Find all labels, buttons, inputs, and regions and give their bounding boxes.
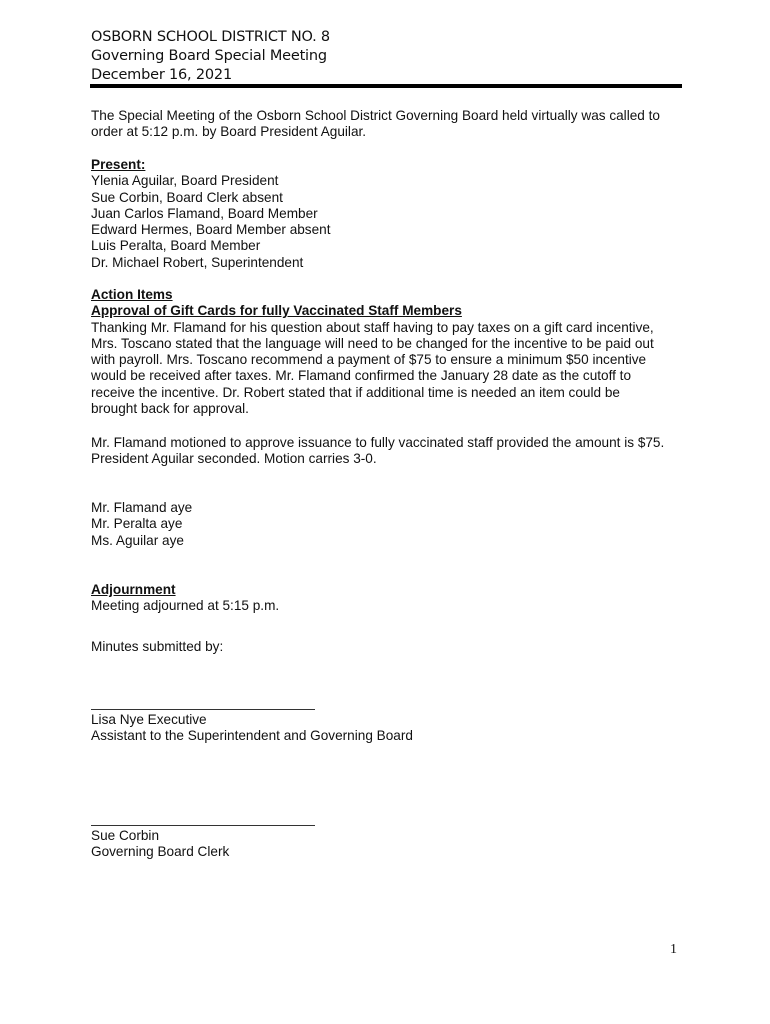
vote-entry: Ms. Aguilar aye [91, 532, 184, 548]
present-section [91, 157, 691, 271]
meeting-date: December 16, 2021 [91, 67, 232, 83]
motion-paragraph [91, 435, 691, 468]
discussion-line: with payroll. Mrs. Toscano recommend a payment of $75 to ensure a minimum $50 incentive [91, 352, 647, 368]
adjournment-heading: Adjournment [91, 582, 176, 597]
signer-title: Assistant to the Superintendent and Governing Board [91, 728, 413, 744]
signature-block [91, 712, 691, 745]
minutes-submitted-label [91, 639, 691, 655]
attendee: Juan Carlos Flamand, Board Member [91, 205, 318, 221]
discussion-line: brought back for approval. [91, 401, 249, 417]
vote-list [91, 500, 691, 549]
discussion-line: Mrs. Toscano stated that the language will need to be changed for the incentive to be paid out [91, 335, 654, 351]
attendee: Sue Corbin, Board Clerk absent [91, 189, 283, 205]
intro-line: order at 5:12 p.m. by Board President Aguilar. [91, 124, 367, 140]
adjournment-section [91, 582, 691, 615]
vote-entry: Mr. Peralta aye [91, 516, 183, 532]
signature-line [91, 825, 315, 827]
action-items-section [91, 287, 691, 417]
vote-entry: Mr. Flamand aye [91, 500, 193, 515]
attendee: Edward Hermes, Board Member absent [91, 222, 331, 238]
minutes-submitted-text: Minutes submitted by: [91, 639, 224, 654]
signature-line [91, 709, 315, 711]
discussion-line: Thanking Mr. Flamand for his question about staff having to pay taxes on a gift card incentive, [91, 319, 654, 335]
discussion-line: receive the incentive. Dr. Robert stated that if additional time is needed an item could be [91, 384, 620, 400]
motion-line: Mr. Flamand motioned to approve issuance to fully vaccinated staff provided the amount is $75. [91, 435, 665, 450]
signer-name: Lisa Nye Executive [91, 712, 207, 727]
district-name: OSBORN SCHOOL DISTRICT NO. 8 [91, 29, 330, 45]
adjournment-text: Meeting adjourned at 5:15 p.m. [91, 598, 280, 614]
action-items-heading: Action Items [91, 287, 173, 302]
attendee: Ylenia Aguilar, Board President [91, 173, 279, 189]
motion-line: President Aguilar seconded. Motion carries 3-0. [91, 451, 377, 467]
intro-paragraph [91, 108, 691, 141]
intro-line: The Special Meeting of the Osborn School District Governing Board held virtually was called to [91, 108, 660, 123]
document-header [91, 28, 681, 85]
meeting-title: Governing Board Special Meeting [91, 48, 327, 64]
action-item-title: Approval of Gift Cards for fully Vaccinated Staff Members [91, 303, 462, 319]
signer-title: Governing Board Clerk [91, 844, 230, 860]
signature-block [91, 828, 691, 861]
present-heading: Present: [91, 157, 146, 172]
page-number: 1 [670, 942, 677, 957]
header-divider [90, 84, 682, 88]
attendee: Dr. Michael Robert, Superintendent [91, 254, 304, 270]
attendee: Luis Peralta, Board Member [91, 238, 261, 254]
discussion-line: would be received after taxes. Mr. Flamand confirmed the January 28 date as the cutoff to [91, 368, 632, 384]
signer-name: Sue Corbin [91, 828, 160, 843]
